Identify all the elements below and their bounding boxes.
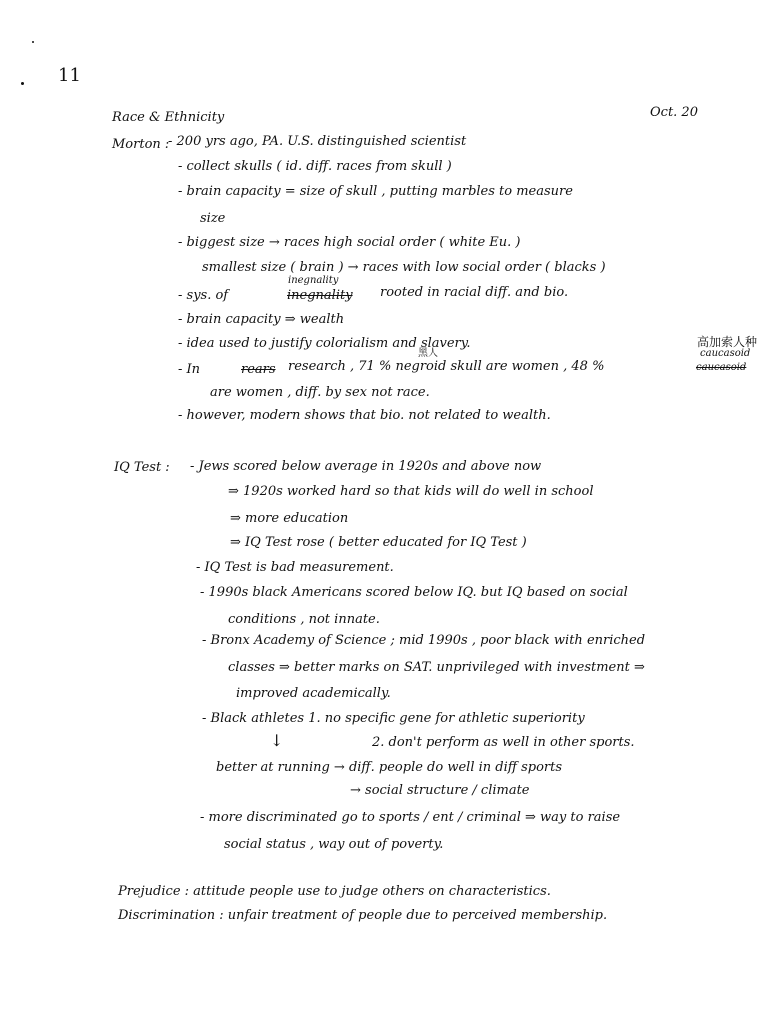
iq-line: ⇒ more education [230,511,349,526]
morton-line: rooted in racial diff. and bio. [380,285,569,300]
definition-discrimination: Discrimination : unfair treatment of people due to perceived membership. [118,908,608,923]
iq-line: - 1990s black Americans scored below IQ. but IQ based on social [200,585,628,600]
morton-line: - brain capacity = size of skull , putting marbles to measure [178,184,573,199]
iq-line: - IQ Test is bad measurement. [196,560,394,575]
date: Oct. 20 [650,105,698,120]
iq-line: improved academically. [236,686,391,701]
definition-prejudice: Prejudice : attitude people use to judge others on characteristics. [118,884,551,899]
iq-line: classes ⇒ better marks on SAT. unprivileged with investment ⇒ [228,660,645,675]
iq-line: social status , way out of poverty. [224,837,444,852]
iq-line: conditions , not innate. [228,612,380,627]
morton-line: - brain capacity ⇒ wealth [178,312,345,327]
stray-dot [32,41,34,43]
page-title: Race & Ethnicity [112,110,225,125]
morton-line: - idea used to justify colorialism and slavery. [178,336,471,351]
black-note: 黑人 [418,348,438,359]
struck-rears: rears [241,362,276,377]
iq-line: 2. don't perform as well in other sports. [372,735,635,750]
caucasoid-label: caucasoid [700,348,751,359]
iq-line: - more discriminated go to sports / ent / criminal ⇒ way to raise [200,810,621,825]
iq-label: IQ Test : [114,460,170,475]
stray-dot [21,82,24,85]
morton-line: - collect skulls ( id. diff. races from skull ) [178,159,452,174]
caucasoid-struck: caucasoid [696,362,747,373]
iq-line: → social structure / climate [350,783,530,798]
morton-line: - sys. of [178,288,229,303]
iq-line: - Jews scored below average in 1920s and above now [190,459,542,474]
morton-line: - biggest size → races high social order ( white Eu. ) [178,235,521,250]
morton-line: - In [178,362,201,377]
morton-line: size [200,211,226,226]
morton-line: research , 71 % negroid skull are women , 48 % [288,359,605,374]
down-arrow-icon: ↓ [270,731,284,750]
morton-line: are women , diff. by sex not race. [210,385,430,400]
iq-line: ⇒ IQ Test rose ( better educated for IQ Test ) [230,535,527,550]
morton-line: - 200 yrs ago, PA. U.S. distinguished scientist [168,134,467,149]
iq-line: - Black athletes 1. no specific gene for athletic superiority [202,711,585,726]
iq-line: - Bronx Academy of Science ; mid 1990s , poor black with enriched [202,633,646,648]
page-number: 11 [58,65,81,86]
morton-line: - however, modern shows that bio. not related to wealth. [178,408,551,423]
iq-line: better at running → diff. people do well in diff sports [216,760,563,775]
morton-label: Morton : [112,137,170,152]
iq-line: ⇒ 1920s worked hard so that kids will do well in school [228,484,594,499]
caucasoid-chinese-note: 高加索人种 [697,335,758,349]
struck-word: inegnality [287,288,353,303]
morton-line: smallest size ( brain ) → races with low social order ( blacks ) [202,260,606,275]
inserted-word: inegnality [288,275,339,286]
